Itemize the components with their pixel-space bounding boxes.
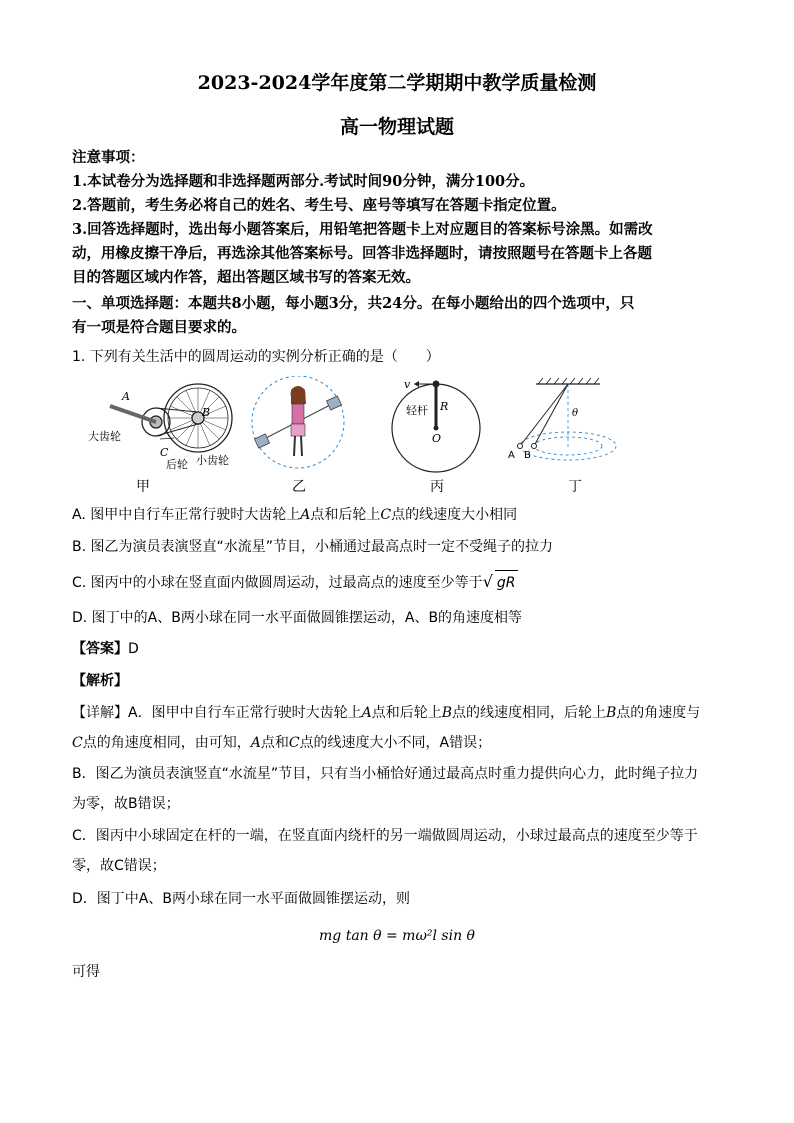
analysis-label: 【解析】: [72, 673, 128, 689]
yi-leg-right: [301, 436, 302, 456]
ding-hatch: [538, 378, 599, 384]
option-b: B. 图乙为演员表演竖直“水流星”节目，小桶通过最高点时一定不受绳子的拉力: [72, 539, 554, 555]
bing-label-o: O: [432, 432, 442, 445]
question-stem: 1. 下列有关生活中的圆周运动的实例分析正确的是（ ）: [72, 349, 440, 365]
detail-line-a1: 【详解】A．图甲中自行车正常行驶时大齿轮上A点和后轮上B点的线速度相同，后轮上B点的角速度与: [72, 705, 701, 721]
bing-ball: [433, 381, 440, 388]
jia-small-gear-label: 小齿轮: [196, 454, 229, 467]
detail-line-b2: 为零，故B错误；: [72, 796, 180, 812]
detail-line-c1: C．图丙中小球固定在杆的一端，在竖直面内绕杆的另一端做圆周运动，小球过最高点的速度至少等于: [72, 828, 698, 844]
bing-rod-label: 轻杆: [406, 404, 428, 417]
formula-conical-pendulum: mg tan θ = mω²l sin θ: [319, 928, 475, 944]
figure-ding: [518, 378, 617, 460]
conclusion-text: 可得: [72, 964, 100, 980]
detail-line-b1: B．图乙为演员表演竖直“水流星”节目，只有当小桶恰好通过最高点时重力提供向心力，此时绳子拉力: [72, 766, 699, 782]
option-a: A. 图甲中自行车正常行驶时大齿轮上A点和后轮上C点的线速度大小相同: [72, 507, 518, 523]
exam-subtitle: 高一物理试题: [339, 116, 454, 138]
figure-bing: [392, 381, 480, 473]
ding-ball-a: [518, 444, 523, 449]
question-figures: [88, 376, 648, 496]
section-heading-1: 一、单项选择题：本题共8小题，每小题3分，共24分。在每小题给出的四个选项中，只: [72, 295, 635, 312]
yi-skirt: [291, 424, 305, 436]
section-heading-2: 有一项是符合题目要求的。: [72, 319, 246, 336]
yi-bucket-bottom: [254, 434, 269, 448]
yi-hair: [291, 386, 306, 404]
notice-heading: 注意事项：: [72, 149, 145, 166]
notice-item-3a: 3.回答选择题时，选出每小题答案后，用铅笔把答题卡上对应题目的答案标号涂黑。如需改: [72, 221, 653, 238]
figure-label-yi: 乙: [292, 479, 306, 495]
ding-string-a: [520, 384, 568, 446]
bing-label-v: v: [404, 378, 411, 391]
bing-label-r: R: [440, 400, 449, 413]
jia-label-c: C: [160, 446, 169, 459]
yi-leg-left: [294, 436, 295, 456]
jia-label-a: A: [122, 390, 130, 403]
jia-rear-wheel-label: 后轮: [166, 458, 188, 471]
option-d: D. 图丁中的A、B两小球在同一水平面做圆锥摆运动，A、B的角速度相等: [72, 610, 523, 626]
bing-center: [434, 426, 439, 431]
notice-item-2: 2.答题前，考生务必将自己的姓名、考生号、座号等填写在答题卡指定位置。: [72, 197, 566, 214]
chain-bottom: [156, 424, 198, 436]
exam-title: 2023-2024学年度第二学期期中教学质量检测: [197, 72, 597, 94]
figure-label-bing: 丙: [430, 479, 444, 495]
yi-bucket-top: [326, 396, 341, 410]
option-c: C. 图丙中的小球在竖直面内做圆周运动，过最高点的速度至少等于√ gR: [72, 570, 732, 595]
ding-label-theta: θ: [572, 408, 579, 419]
figure-label-ding: 丁: [568, 479, 582, 495]
detail-line-a2: C点的角速度相同，由可知，A点和C点的线速度大小不同，A错误；: [72, 735, 492, 751]
answer-line: 【答案】D: [72, 641, 139, 657]
jia-label-b: B: [202, 406, 211, 419]
notice-item-1: 1.本试卷分为选择题和非选择题两部分.考试时间90分钟，满分100分。: [72, 173, 535, 190]
yi-body: [292, 404, 304, 424]
ding-label-b: B: [524, 450, 531, 461]
detail-line-c2: 零，故C错误；: [72, 858, 166, 874]
figure-label-jia: 甲: [136, 479, 150, 495]
figure-yi: [252, 376, 344, 468]
ding-label-a: A: [508, 450, 515, 461]
bing-arrow-head: [414, 381, 419, 387]
pedal-crank: [110, 406, 156, 422]
notice-item-3c: 目的答题区域内作答，超出答题区域书写的答案无效。: [72, 269, 420, 286]
notice-item-3b: 动，用橡皮擦干净后，再选涂其他答案标号。回答非选择题时，请按照题号在答题卡上各题: [72, 245, 652, 262]
ding-ball-b: [532, 444, 537, 449]
jia-big-gear-label: 大齿轮: [88, 430, 121, 443]
detail-line-d1: D．图丁中A、B两小球在同一水平面做圆锥摆运动，则: [72, 891, 410, 907]
